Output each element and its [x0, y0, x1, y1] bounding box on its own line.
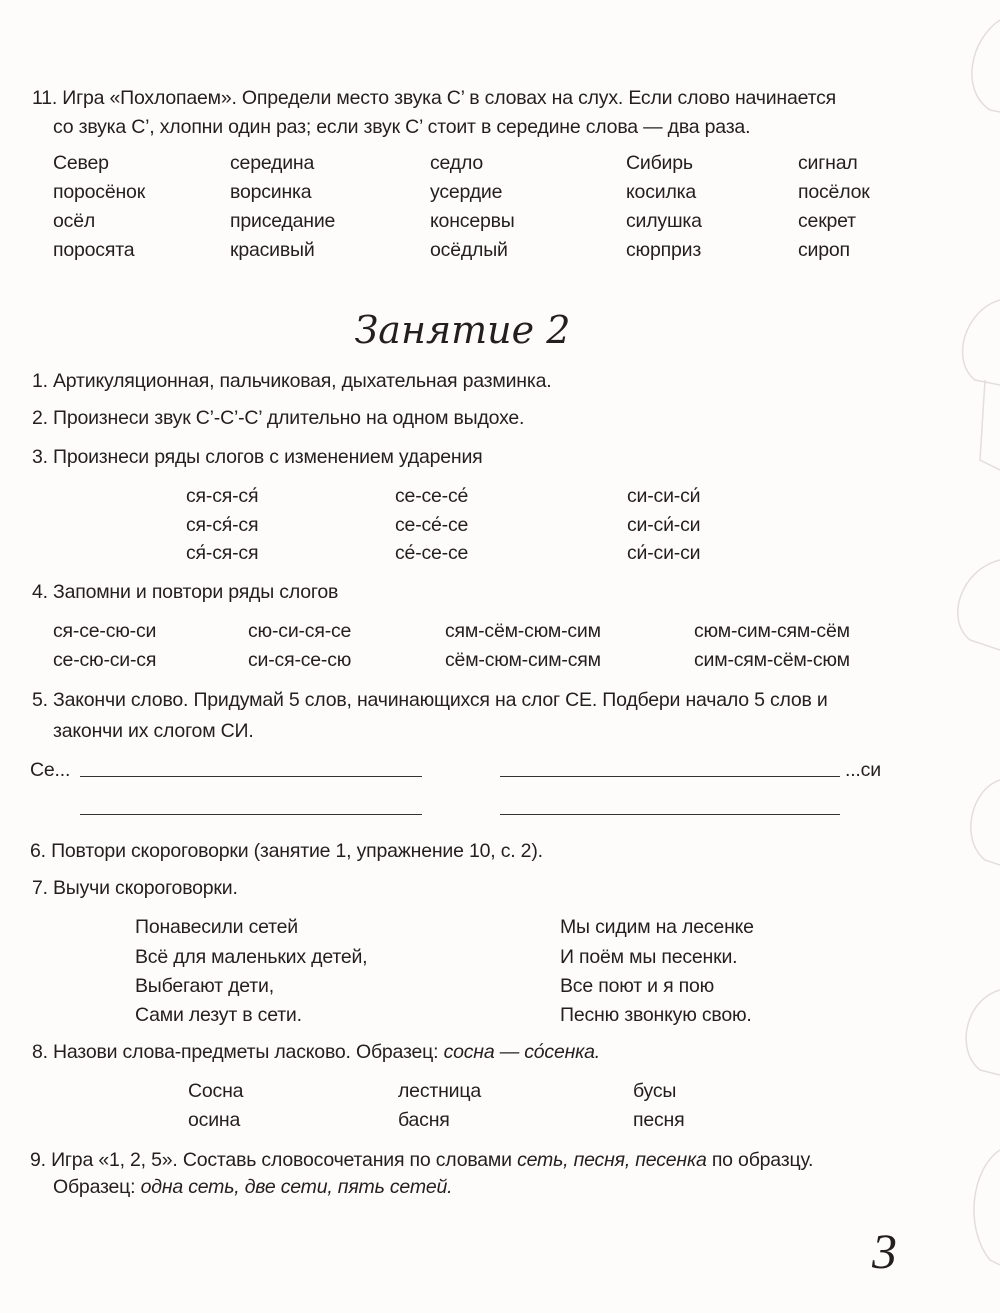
poem-line: И поём мы песенки.: [560, 946, 738, 968]
ex7-text: Выучи скороговорки.: [53, 877, 238, 899]
poem-line: Выбегают дети,: [135, 975, 274, 997]
syllable-row-item: ся́-ся-ся: [186, 542, 259, 564]
word-item: песня: [633, 1109, 685, 1131]
ex4-number: 4.: [32, 581, 48, 603]
syllable-row-item: си-си́-си: [627, 514, 701, 536]
answer-line-se-2[interactable]: [80, 814, 422, 815]
word-item: сюрприз: [626, 239, 702, 261]
word-item: приседание: [230, 210, 336, 232]
ex7-number: 7.: [32, 877, 48, 899]
word-item: поросёнок: [53, 181, 146, 203]
word-item: красивый: [230, 239, 315, 261]
ex3-number: 3.: [32, 446, 48, 468]
syllable-series-item: сюм-сим-сям-сём: [694, 620, 850, 642]
ex1-text: Артикуляционная, пальчиковая, дыхательная разминка.: [53, 370, 552, 392]
syllable-row-item: си́-си-си: [627, 542, 701, 564]
ex2-number: 2.: [32, 407, 48, 429]
answer-line-se-1[interactable]: [80, 776, 422, 777]
word-item: Сибирь: [626, 152, 693, 174]
syllable-series-item: ся-се-сю-си: [53, 620, 157, 642]
ex1-number: 1.: [32, 370, 48, 392]
word-item: косилка: [626, 181, 697, 203]
word-item: осина: [188, 1109, 241, 1131]
ex9-instruction: [30, 1148, 813, 1172]
word-item: басня: [398, 1109, 450, 1131]
ex3-text: Произнеси ряды слогов с изменением ударения: [53, 446, 483, 468]
word-item: силушка: [626, 210, 702, 232]
ex5-line2: закончи их слогом СИ.: [53, 720, 254, 742]
ex6-text: 6. Повтори скороговорки (занятие 1, упражнение 10, с. 2).: [30, 840, 543, 862]
word-item: усердие: [430, 181, 503, 203]
word-item: консервы: [430, 210, 515, 232]
word-item: седло: [430, 152, 483, 174]
ex9-sample-label: Образец:: [53, 1176, 141, 1198]
syllable-row-item: си-си-си́: [627, 485, 701, 507]
poem-line: Все поют и я пою: [560, 975, 715, 997]
ex11-instruction-line1: 11. Игра «Похлопаем». Определи место звука С’ в словах на слух. Если слово начинается: [32, 87, 837, 109]
ex2-text: Произнеси звук С’-С’-С’ длительно на одном выдохе.: [53, 407, 525, 429]
mushroom-decoration: [930, 0, 1000, 1313]
poem-line: Понавесили сетей: [135, 916, 298, 938]
word-item: ворсинка: [230, 181, 312, 203]
syllable-series-item: сям-сём-сюм-сим: [445, 620, 601, 642]
word-item: поросята: [53, 239, 135, 261]
word-item: посёлок: [798, 181, 870, 203]
word-item: Север: [53, 152, 109, 174]
ex8-number: 8.: [32, 1041, 48, 1063]
syllable-series-item: сим-сям-сём-сюм: [694, 649, 850, 671]
syllable-series-item: сём-сюм-сим-сям: [445, 649, 601, 671]
syllable-row-item: ся-ся́-ся: [186, 514, 259, 536]
ex9-words: сеть, песня, песенка: [517, 1149, 707, 1171]
poem-line: Песню звонкую свою.: [560, 1004, 752, 1026]
answer-line-si-1[interactable]: [500, 776, 840, 777]
ex5-line1: Закончи слово. Придумай 5 слов, начинающихся на слог СЕ. Подбери начало 5 слов и: [53, 689, 828, 711]
ex4-text: Запомни и повтори ряды слогов: [53, 581, 339, 603]
word-item: бусы: [633, 1080, 677, 1102]
poem-line: Мы сидим на лесенке: [560, 916, 754, 938]
ex8-text: Назови слова-предметы ласково. Образец:: [53, 1041, 444, 1063]
ex9-text: 9. Игра «1, 2, 5». Составь словосочетания по словами: [30, 1149, 518, 1171]
ex8-example: сосна — со́сенка.: [443, 1041, 601, 1063]
page-number: 3: [872, 1223, 897, 1279]
ex5-prefix: Се...: [30, 759, 71, 781]
answer-line-si-2[interactable]: [500, 814, 840, 815]
ex5-number: 5.: [32, 689, 48, 711]
syllable-series-item: сю-си-ся-се: [248, 620, 352, 642]
word-item: Сосна: [188, 1080, 244, 1102]
ex11-instruction-line2: со звука С’, хлопни один раз; если звук С’ стоит в середине слова — два раза.: [53, 116, 751, 138]
ex9-sample-text: одна сеть, две сети, пять сетей.: [140, 1176, 453, 1198]
ex9-sample: [53, 1175, 452, 1199]
ex8-instruction: [53, 1040, 600, 1064]
word-item: середина: [230, 152, 315, 174]
syllable-series-item: си-ся-се-сю: [248, 649, 352, 671]
word-item: секрет: [798, 210, 856, 232]
word-item: осёдлый: [430, 239, 508, 261]
word-item: лестница: [398, 1080, 481, 1102]
syllable-row-item: ся-ся-ся́: [186, 485, 259, 507]
ex5-suffix: ...си: [845, 759, 881, 781]
syllable-row-item: се-се́-се: [395, 514, 469, 536]
poem-line: Сами лезут в сети.: [135, 1004, 302, 1026]
lesson-title: Занятие 2: [354, 308, 571, 352]
word-item: сигнал: [798, 152, 858, 174]
ex9-text-end: по образцу.: [706, 1149, 814, 1171]
syllable-series-item: се-сю-си-ся: [53, 649, 157, 671]
poem-line: Всё для маленьких детей,: [135, 946, 368, 968]
syllable-row-item: се-се-се́: [395, 485, 469, 507]
syllable-row-item: се́-се-се: [395, 542, 469, 564]
word-item: сироп: [798, 239, 850, 261]
word-item: осёл: [53, 210, 96, 232]
